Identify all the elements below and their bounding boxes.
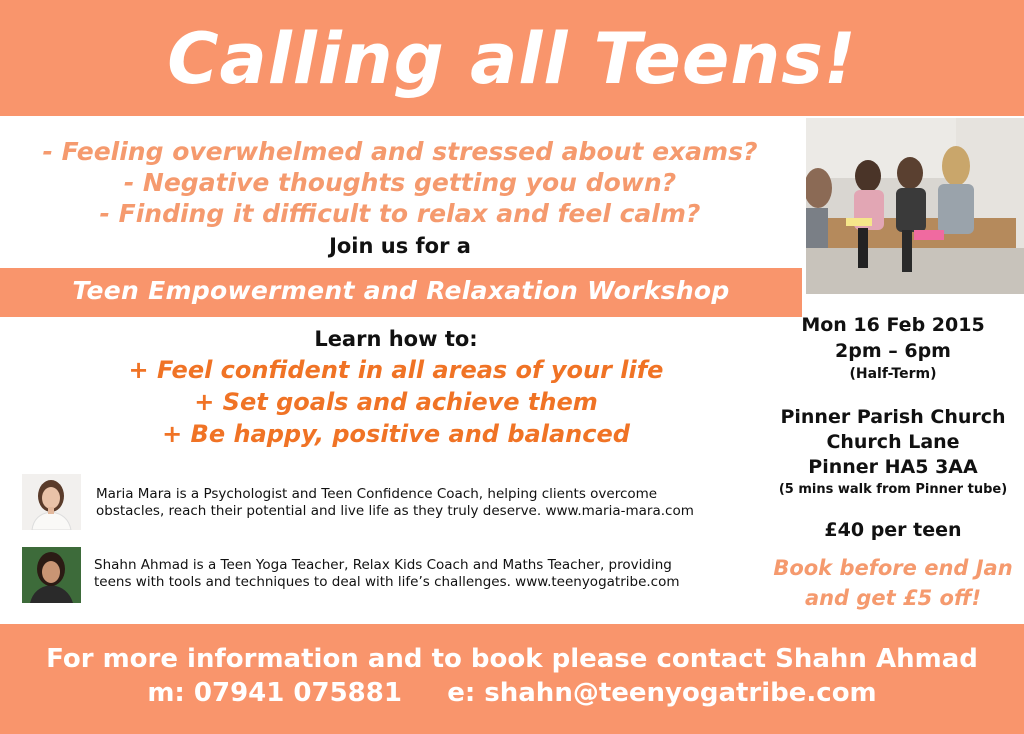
benefit-item: + Set goals and achieve them (194, 388, 598, 416)
bio-line: Maria Mara is a Psychologist and Teen Confidence Coach, helping clients overcome (96, 486, 658, 502)
venue-walk-note: (5 mins walk from Pinner tube) (778, 482, 1008, 497)
shahn-photo (22, 547, 81, 603)
event-photo (806, 118, 1024, 294)
event-note: (Half-Term) (849, 366, 937, 382)
benefit-item: + Feel confident in all areas of your life (128, 356, 664, 384)
event-date: Mon 16 Feb 2015 (801, 314, 985, 336)
question-line: - Finding it difficult to relax and feel calm? (99, 199, 701, 228)
maria-photo (22, 474, 81, 530)
venue-name: Pinner Parish Church (780, 406, 1006, 428)
learn-heading: Learn how to: (314, 327, 478, 351)
bio-line: teens with tools and techniques to deal with life’s challenges. www.teenyogatribe.com (94, 574, 680, 590)
venue-town: Pinner HA5 3AA (808, 456, 978, 478)
question-line: - Negative thoughts getting you down? (123, 168, 677, 197)
offer-line: Book before end Jan (773, 556, 1013, 580)
venue-street: Church Lane (826, 431, 960, 453)
question-line: - Feeling overwhelmed and stressed about exams? (42, 137, 758, 166)
benefit-item: + Be happy, positive and balanced (162, 420, 630, 448)
contact-heading: For more information and to book please contact Shahn Ahmad (46, 644, 978, 674)
join-text: Join us for a (329, 234, 471, 258)
bio-text (94, 557, 734, 591)
price: £40 per teen (824, 519, 962, 541)
event-time: 2pm – 6pm (835, 340, 951, 362)
page-title: Calling all Teens! (167, 18, 857, 100)
offer-line: and get £5 off! (804, 586, 982, 610)
contact-details: m: 07941 075881 e: shahn@teenyogatribe.com (147, 678, 877, 708)
bio-text (96, 486, 736, 520)
bio-line: Shahn Ahmad is a Teen Yoga Teacher, Relax Kids Coach and Maths Teacher, providing (94, 557, 672, 573)
workshop-title: Teen Empowerment and Relaxation Workshop (72, 276, 730, 305)
bio-line: obstacles, reach their potential and live life as they truly deserve. www.maria-mara.com (96, 503, 694, 519)
